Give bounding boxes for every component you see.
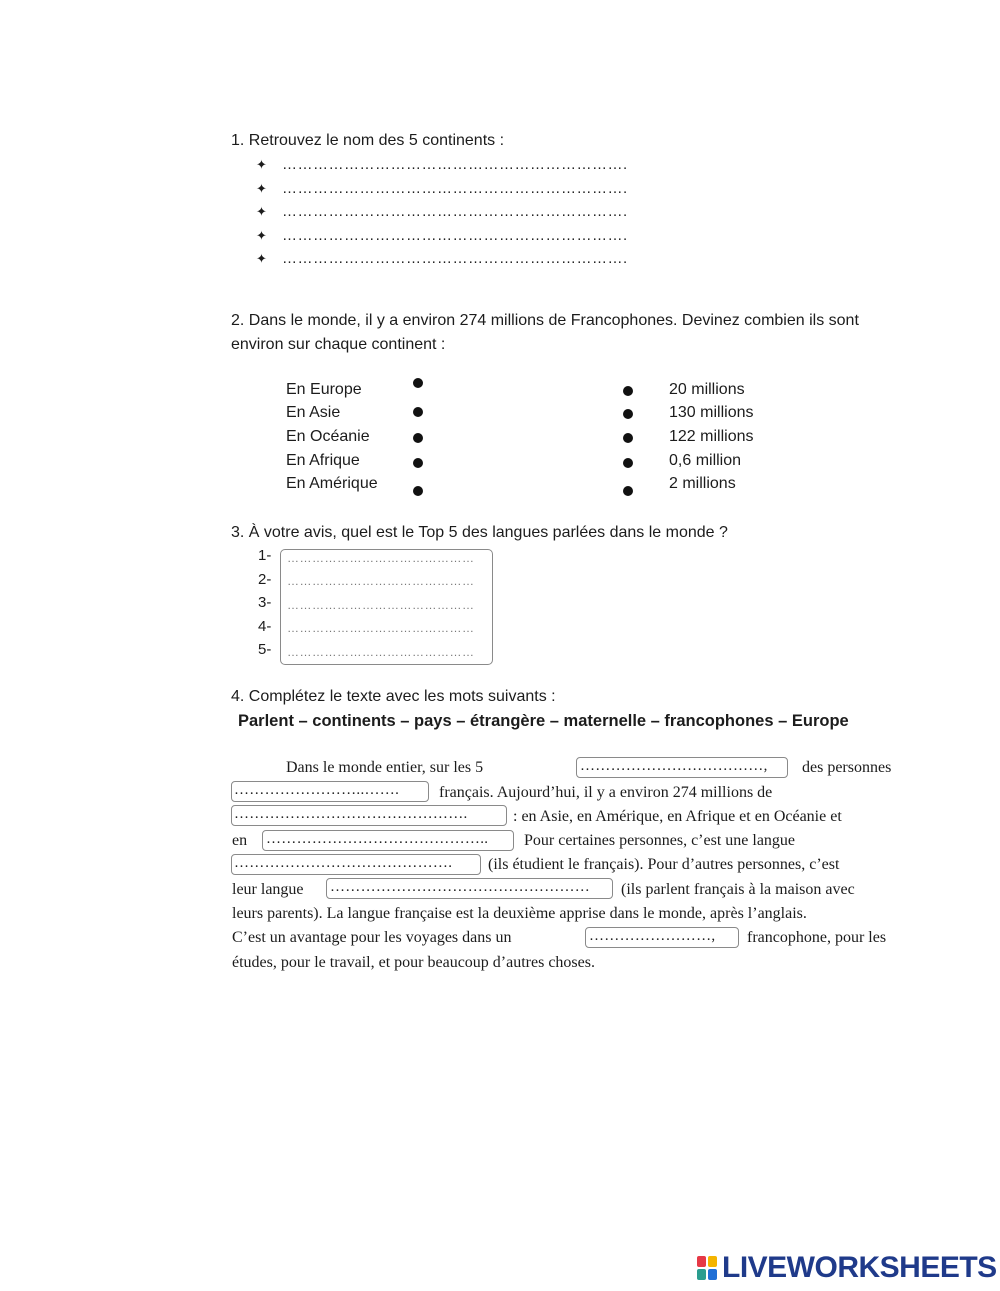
q1-item (256, 227, 628, 244)
q1-item (256, 250, 628, 267)
value-label: 130 millions (669, 404, 754, 421)
left-match-dot[interactable] (413, 378, 423, 388)
q2-title-line1: 2. Dans le monde, il y a environ 274 millions de Francophones. Devinez combien ils sont (231, 312, 859, 329)
q2-title-line2: environ sur chaque continent : (231, 336, 446, 353)
gap-dots: …………………………………….. (266, 831, 489, 847)
rank-label: 4- (258, 618, 272, 635)
left-match-dot[interactable] (413, 486, 423, 496)
value-label: 0,6 million (669, 452, 742, 469)
q1-title: 1. Retrouvez le nom des 5 continents : (231, 132, 505, 149)
left-match-dot[interactable] (413, 407, 423, 417)
gap-dots: ……………………..……. (234, 782, 400, 798)
star-bullet-icon: ✦ (256, 157, 267, 172)
text-segment: Dans le monde entier, sur les 5 (286, 759, 484, 776)
right-match-dot[interactable] (623, 458, 633, 468)
rank-answer-line: ……………………………………… (287, 551, 475, 565)
gap-dots: ………………………………, (580, 758, 768, 774)
continent-label: En Afrique (286, 452, 360, 469)
value-label: 2 millions (669, 475, 736, 492)
value-label: 122 millions (669, 428, 754, 445)
left-match-dot[interactable] (413, 433, 423, 443)
gap-dots: ……………………, (589, 928, 716, 944)
rank-answer-line: ……………………………………… (287, 645, 475, 659)
q1-item (256, 203, 628, 220)
text-segment: leurs parents). La langue française est la deuxième apprise dans le monde, après l’anglais. (232, 905, 807, 922)
value-label: 20 millions (669, 381, 745, 398)
brand-name: LIVEWORKSHEETS (722, 1251, 997, 1284)
continent-label: En Amérique (286, 475, 378, 492)
continent-label: En Asie (286, 404, 341, 421)
q1-item (256, 180, 628, 197)
liveworksheets-logo-icon (697, 1255, 719, 1281)
gap-dots: …………………………………………… (330, 879, 591, 895)
top5-answer-box[interactable] (280, 549, 493, 665)
right-match-dot[interactable] (623, 433, 633, 443)
q1-answer-line[interactable]: …………………………………………………………. (282, 203, 628, 220)
liveworksheets-logo (697, 1253, 997, 1283)
q1-answer-line[interactable]: …………………………………………………………. (282, 250, 628, 267)
rank-answer-line: ……………………………………… (287, 598, 475, 612)
right-match-dot[interactable] (623, 486, 633, 496)
star-bullet-icon: ✦ (256, 228, 267, 243)
gap-dots: ………………………………………. (234, 806, 468, 822)
rank-label: 2- (258, 571, 272, 588)
q1-answer-line[interactable]: …………………………………………………………. (282, 180, 628, 197)
rank-label: 3- (258, 594, 272, 611)
text-segment: (ils étudient le français). Pour d’autres personnes, c’est (488, 856, 840, 873)
right-match-dot[interactable] (623, 386, 633, 396)
text-segment: français. Aujourd’hui, il y a environ 274 millions de (439, 784, 773, 801)
text-segment: (ils parlent français à la maison avec (621, 881, 855, 898)
left-match-dot[interactable] (413, 458, 423, 468)
text-segment: C’est un avantage pour les voyages dans un (232, 929, 512, 946)
text-segment: études, pour le travail, et pour beaucoup d’autres choses. (232, 954, 595, 971)
text-segment: leur langue (232, 881, 304, 898)
q1-answer-line[interactable]: …………………………………………………………. (282, 227, 628, 244)
star-bullet-icon: ✦ (256, 181, 267, 196)
rank-answer-line: ……………………………………… (287, 621, 475, 635)
text-segment: des personnes (802, 759, 892, 776)
q1-answer-line[interactable]: …………………………………………………………. (282, 156, 628, 173)
continent-label: En Océanie (286, 428, 370, 445)
q4-title: 4. Complétez le texte avec les mots suivants : (231, 688, 556, 705)
star-bullet-icon: ✦ (256, 251, 267, 266)
rank-label: 1- (258, 547, 272, 564)
text-segment: : en Asie, en Amérique, en Afrique et en Océanie et (513, 808, 842, 825)
text-segment: en (232, 832, 248, 849)
gap-dots: ……………………………………. (234, 855, 453, 871)
rank-label: 5- (258, 641, 272, 658)
word-bank: Parlent – continents – pays – étrangère – maternelle – francophones – Europe (238, 712, 849, 730)
continent-label: En Europe (286, 381, 362, 398)
text-segment: Pour certaines personnes, c’est une langue (524, 832, 796, 849)
q3-title: 3. À votre avis, quel est le Top 5 des langues parlées dans le monde ? (231, 524, 728, 541)
q1-item (256, 156, 628, 173)
rank-answer-line: ……………………………………… (287, 574, 475, 588)
text-segment: francophone, pour les (747, 929, 887, 946)
star-bullet-icon: ✦ (256, 204, 267, 219)
right-match-dot[interactable] (623, 409, 633, 419)
